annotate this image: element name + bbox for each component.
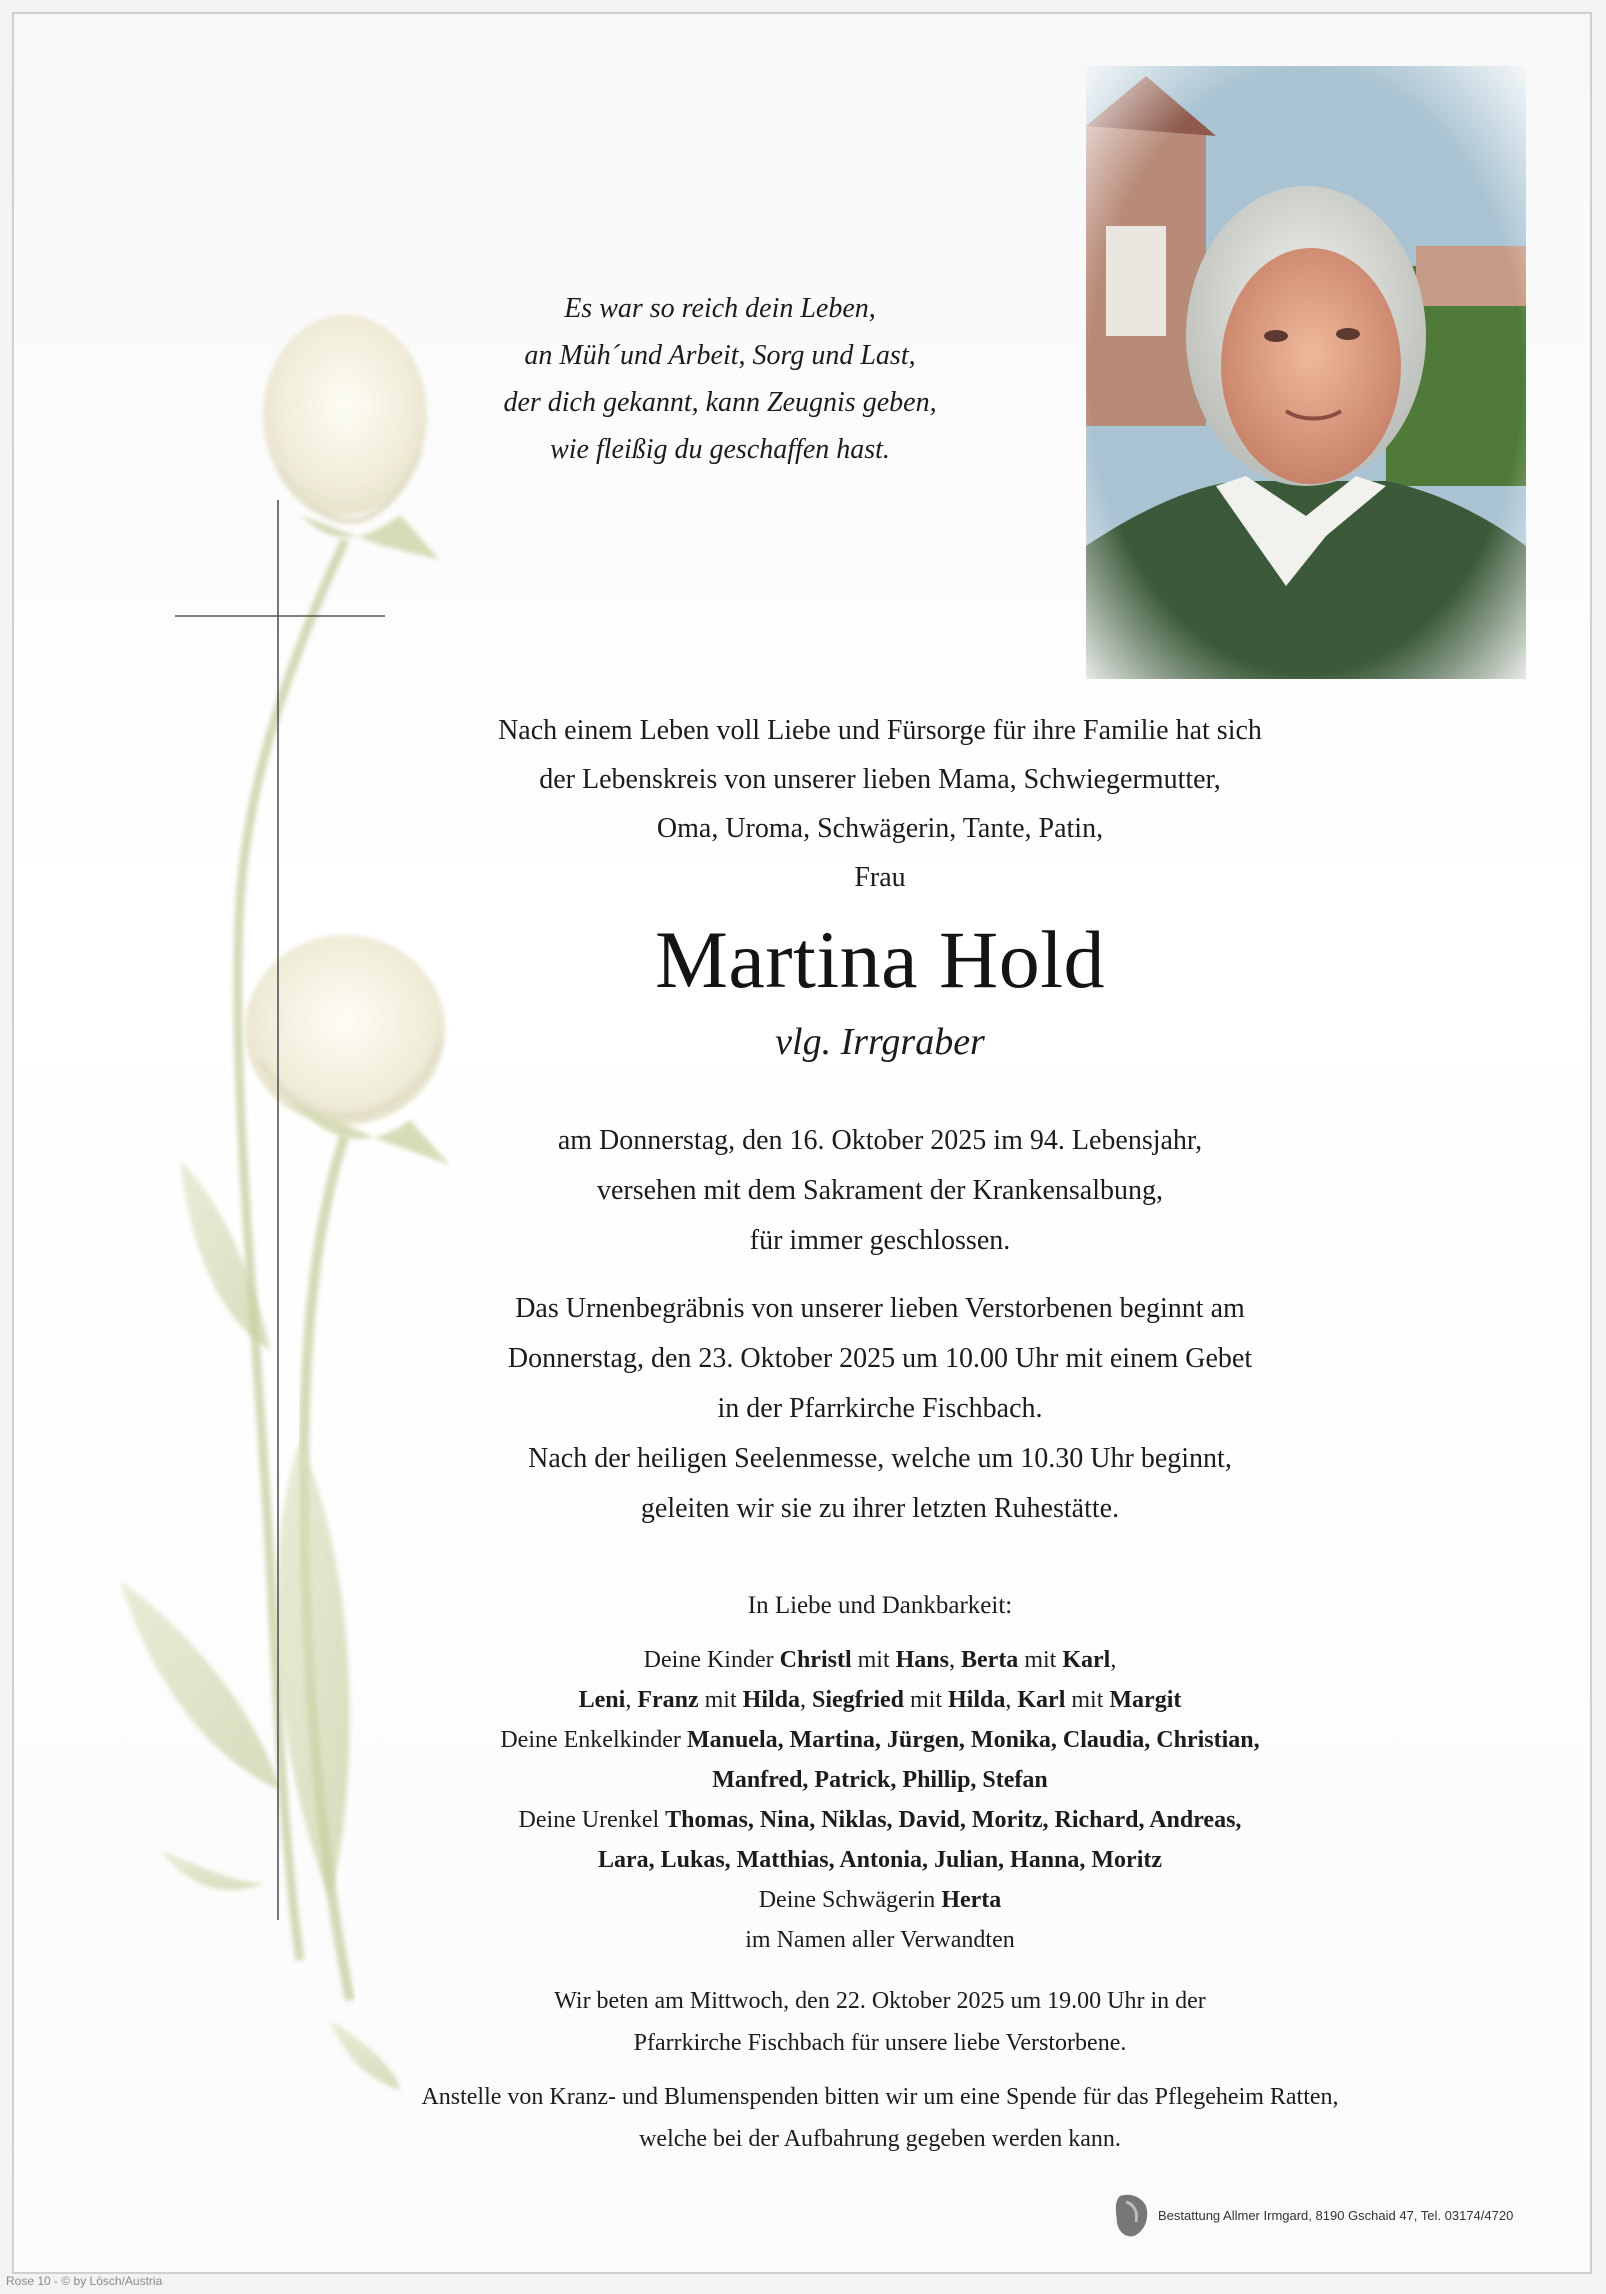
funeral-line: Nach der heiligen Seelenmesse, welche um 10.30 Uhr beginnt,: [528, 1443, 1232, 1474]
deceased-name: Martina Hold: [654, 914, 1106, 1005]
family-text: ,: [949, 1647, 961, 1673]
donation-request: [340, 2076, 1420, 2160]
poem: [470, 285, 970, 473]
family-line: [380, 1840, 1380, 1880]
family-text: Deine Urenkel: [518, 1807, 666, 1833]
family-line: [380, 1640, 1380, 1680]
family-text: mit: [904, 1687, 949, 1713]
family-list: [380, 1640, 1380, 1960]
prayer-line: Pfarrkirche Fischbach für unsere liebe Verstorbene.: [633, 2030, 1127, 2056]
intro-line: Oma, Uroma, Schwägerin, Tante, Patin,: [656, 813, 1104, 844]
intro-line: der Lebenskreis von unserer lieben Mama, Schwiegermutter,: [539, 764, 1221, 795]
family-text: ,: [1110, 1647, 1117, 1673]
death-line: am Donnerstag, den 16. Oktober 2025 im 94. Lebensjahr,: [557, 1125, 1203, 1156]
family-member-name: Franz: [637, 1687, 699, 1713]
poem-line: an Müh´und Arbeit, Sorg und Last,: [524, 340, 916, 371]
donation-line: Anstelle von Kranz- und Blumenspenden bitten wir um eine Spende für das Pflegeheim Ratten,: [421, 2084, 1339, 2110]
family-text: Deine Enkelkinder: [500, 1727, 687, 1753]
family-text: Deine Kinder: [643, 1647, 780, 1673]
family-line: [380, 1760, 1380, 1800]
thanks-heading: In Liebe und Dankbarkeit:: [747, 1592, 1013, 1619]
family-member-name: Herta: [941, 1887, 1002, 1913]
poem-line: Es war so reich dein Leben,: [564, 293, 876, 324]
rose-top-icon: [263, 315, 440, 560]
family-text: ,: [1005, 1687, 1018, 1713]
intro-text: [380, 706, 1380, 902]
vulgo-name: vlg. Irrgraber: [775, 1021, 985, 1063]
family-member-name: Thomas, Nina, Niklas, David, Moritz, Richard, Andreas,: [665, 1807, 1242, 1833]
family-member-name: Lara, Lukas, Matthias, Antonia, Julian, Hanna, Moritz: [597, 1847, 1163, 1873]
funeral-line: geleiten wir sie zu ihrer letzten Ruhestätte.: [640, 1493, 1120, 1524]
family-line: [380, 1720, 1380, 1760]
family-member-name: Karl: [1062, 1647, 1111, 1673]
family-member-name: Hilda: [742, 1687, 801, 1713]
intro-line: Frau: [854, 862, 906, 893]
family-text: mit: [851, 1647, 896, 1673]
prayer-line: Wir beten am Mittwoch, den 22. Oktober 2025 um 19.00 Uhr in der: [554, 1988, 1206, 2014]
poem-line: der dich gekannt, kann Zeugnis geben,: [503, 387, 937, 418]
family-member-name: Hans: [895, 1647, 949, 1673]
death-notice: [380, 1116, 1380, 1266]
family-member-name: Margit: [1109, 1687, 1182, 1713]
family-member-name: Karl: [1017, 1687, 1066, 1713]
family-text: mit: [698, 1687, 743, 1713]
family-line: [380, 1920, 1380, 1960]
funeral-line: in der Pfarrkirche Fischbach.: [717, 1393, 1043, 1424]
family-text: Deine Schwägerin: [758, 1887, 942, 1913]
family-member-name: Berta: [961, 1647, 1019, 1673]
design-credit: Rose 10 - © by Lösch/Austria: [6, 2274, 163, 2288]
leaves: [120, 1160, 400, 2090]
poem-line: wie fleißig du geschaffen hast.: [550, 434, 890, 465]
family-member-name: Manfred, Patrick, Phillip, Stefan: [712, 1767, 1048, 1793]
funeral-home-logo-icon: [1112, 2192, 1152, 2238]
family-text: ,: [625, 1687, 638, 1713]
family-member-name: Christl: [779, 1647, 852, 1673]
funeral-line: Donnerstag, den 23. Oktober 2025 um 10.00 Uhr mit einem Gebet: [507, 1343, 1253, 1374]
family-member-name: Manuela, Martina, Jürgen, Monika, Claudia, Christian,: [686, 1727, 1260, 1753]
family-member-name: Leni: [578, 1687, 626, 1713]
family-text: mit: [1065, 1687, 1110, 1713]
portrait-photo: [1086, 66, 1526, 679]
family-member-name: Hilda: [948, 1687, 1006, 1713]
death-line: versehen mit dem Sakrament der Krankensalbung,: [596, 1175, 1164, 1206]
donation-line: welche bei der Aufbahrung gegeben werden kann.: [639, 2126, 1121, 2152]
funeral-home-info: Bestattung Allmer Irmgard, 8190 Gschaid 47, Tel. 03174/4720: [1158, 2208, 1514, 2223]
family-line: [380, 1680, 1380, 1720]
family-line: [380, 1800, 1380, 1840]
family-text: ,: [800, 1687, 813, 1713]
family-member-name: Siegfried: [812, 1687, 904, 1713]
intro-line: Nach einem Leben voll Liebe und Fürsorge für ihre Familie hat sich: [498, 715, 1262, 746]
family-text: im Namen aller Verwandten: [745, 1927, 1015, 1953]
prayer-info: [380, 1980, 1380, 2064]
family-text: mit: [1018, 1647, 1063, 1673]
funeral-info: [380, 1284, 1380, 1534]
funeral-line: Das Urnenbegräbnis von unserer lieben Verstorbenen beginnt am: [515, 1293, 1245, 1324]
death-line: für immer geschlossen.: [749, 1225, 1011, 1256]
family-line: [380, 1880, 1380, 1920]
